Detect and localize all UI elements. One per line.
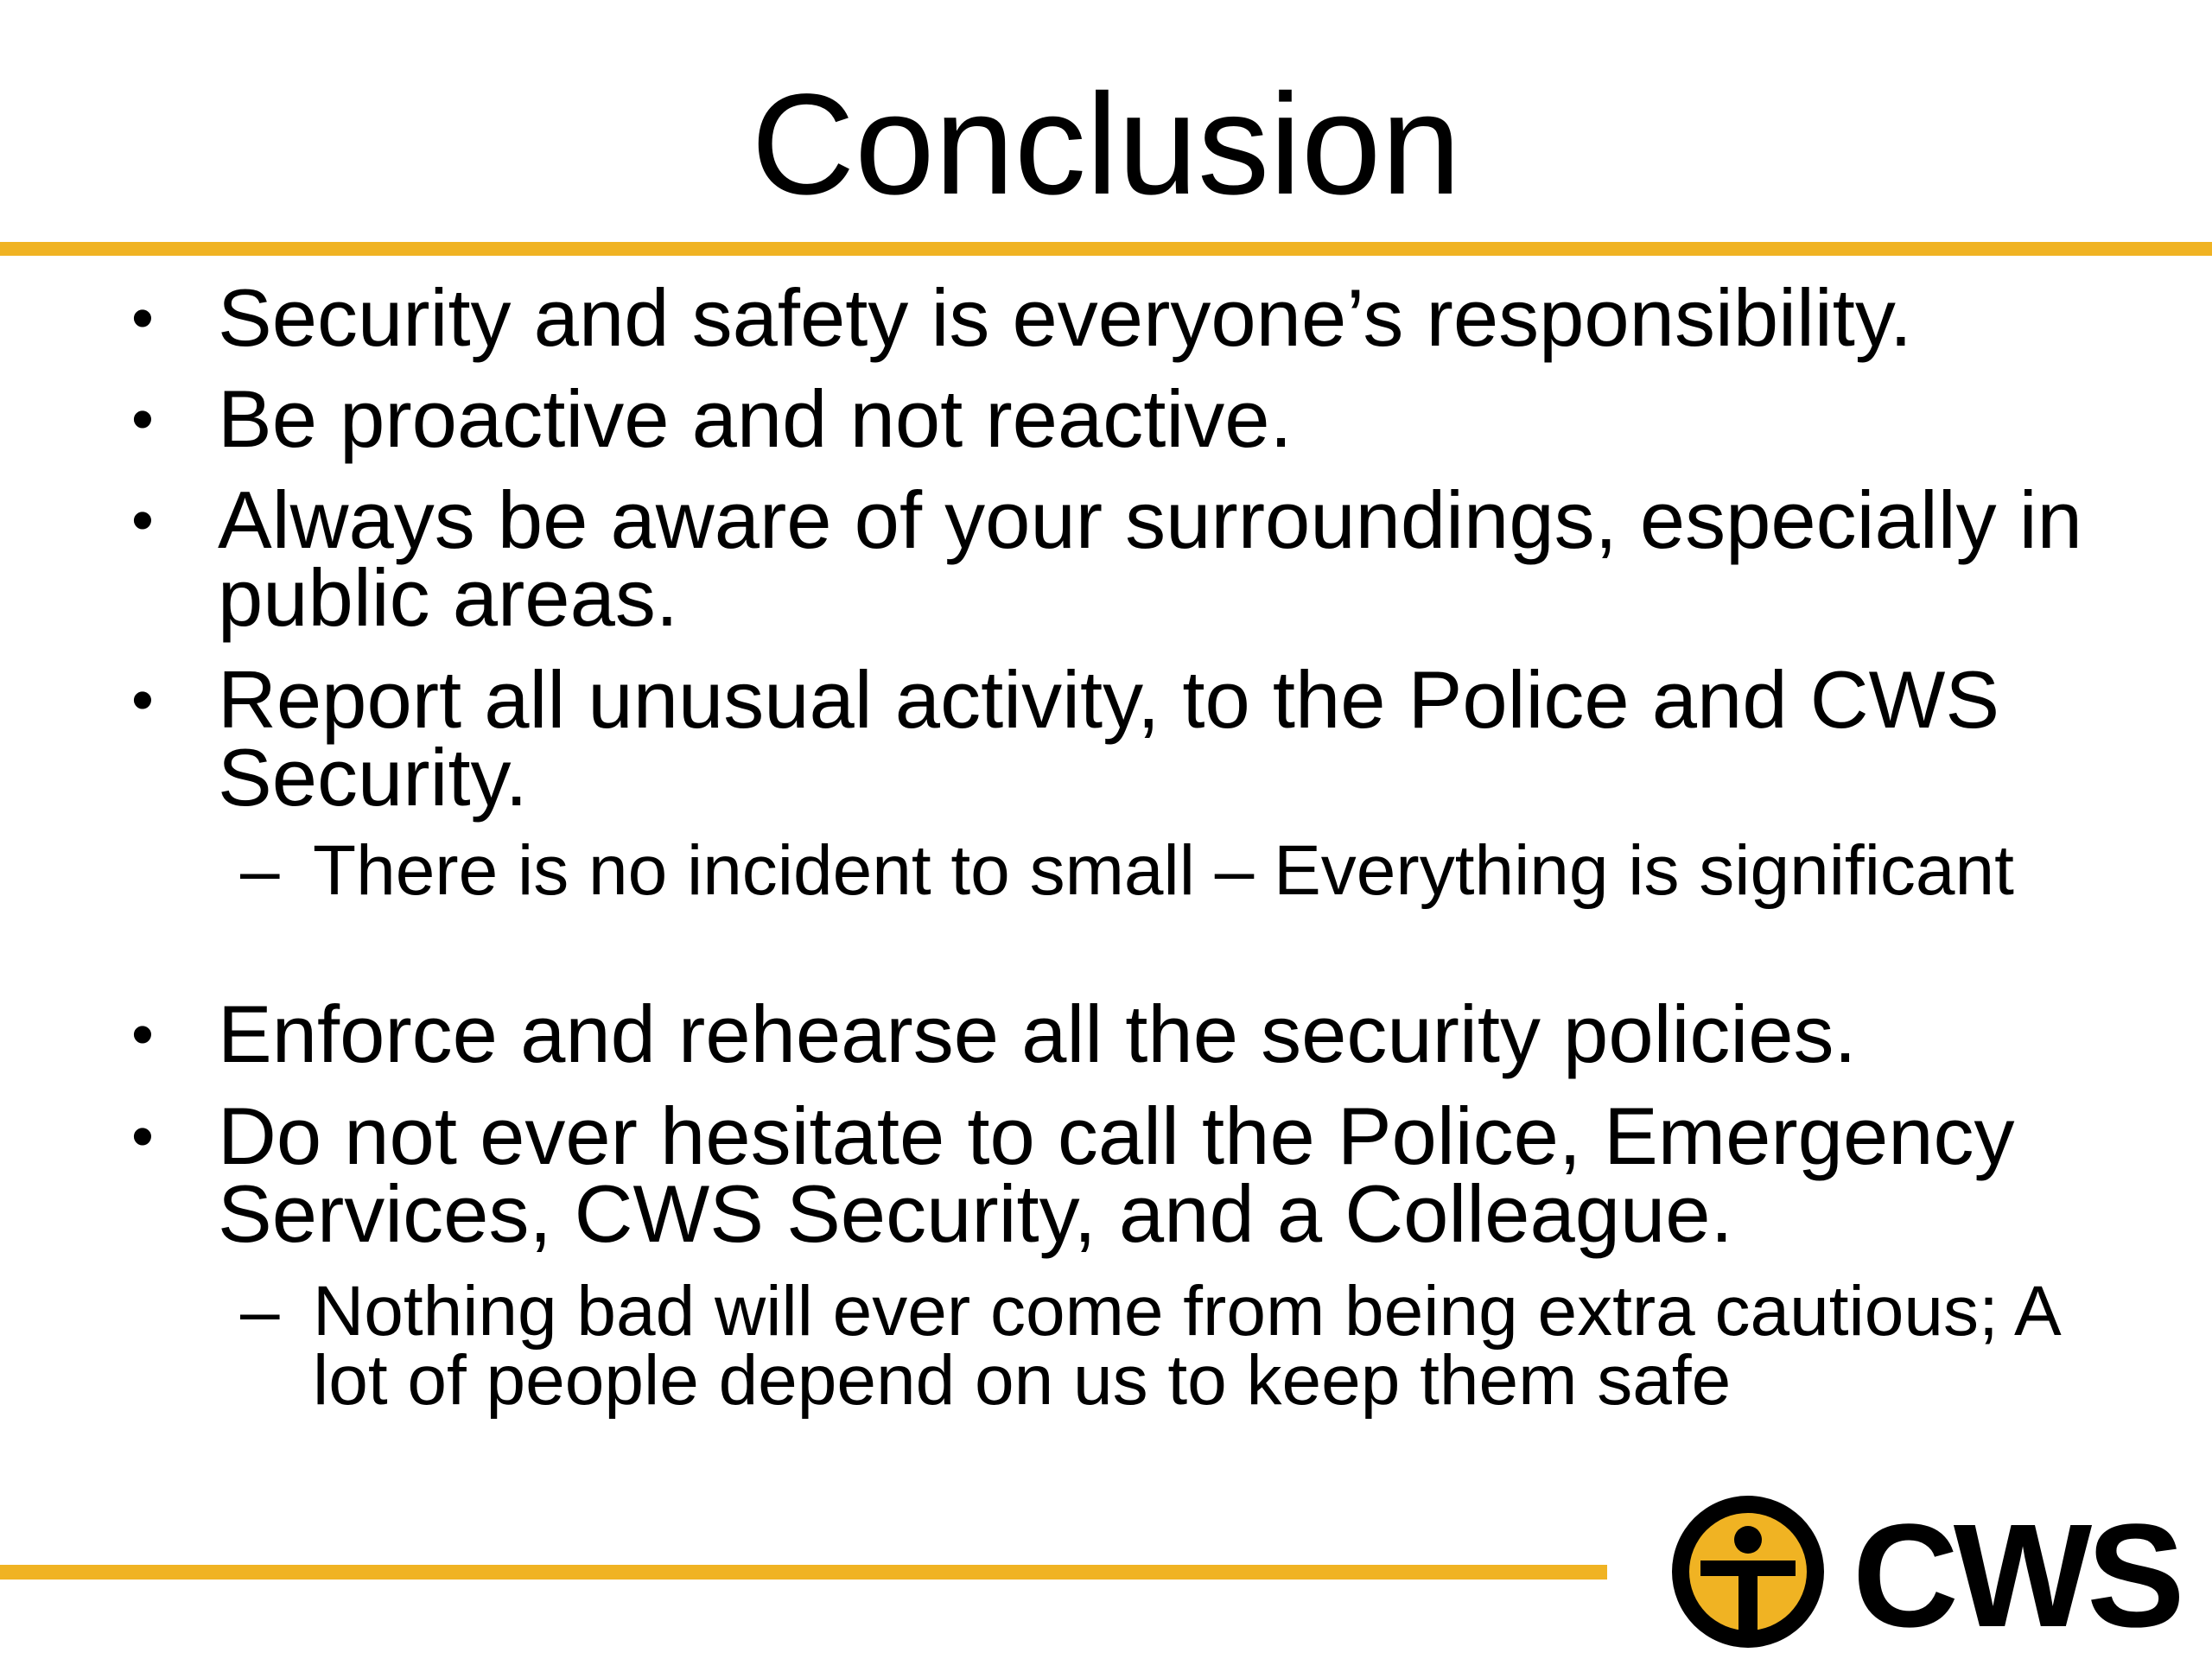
bullet-text: Report all unusual activity, to the Police and CWS Security. [218,654,2000,823]
bullet-marker: • [131,1100,154,1172]
bullet-item [131,474,2093,643]
bullet-marker: • [131,998,154,1070]
bullet-item [131,272,2093,363]
cws-logo-word: CWS [1853,1494,2180,1658]
bullet-text: Do not ever hesitate to call the Police, Emergency Services, CWS Security, and a Colleague. [218,1090,2015,1259]
bullet-marker: • [131,484,154,556]
bullet-text: Be proactive and not reactive. [218,373,1293,464]
bullet-item [131,654,2093,823]
footer-divider [0,1565,1607,1580]
bullet-item [131,988,2093,1079]
bullet-text: Enforce and rehearse all the security policies. [218,988,1857,1079]
sub-bullet-marker: – [240,831,280,910]
sub-bullet-text: Nothing bad will ever come from being extra cautious; A lot of people depend on us to keep them safe [313,1272,2058,1420]
cws-cross-circle-icon [1666,1490,1830,1654]
bullet-marker: • [131,664,154,735]
cws-logo [1666,1494,2184,1658]
bullet-item [131,373,2093,464]
bullet-marker: • [131,383,154,454]
sub-bullet-text: There is no incident to small – Everything is significant [313,831,2014,910]
sub-bullet-item [240,831,2127,910]
bullet-item [131,1090,2093,1259]
slide-title: Conclusion [751,65,1461,225]
sub-bullet-item [240,1272,2127,1420]
bullet-marker: • [131,282,154,353]
sub-bullet-marker: – [240,1272,280,1351]
bullet-text: Always be aware of your surroundings, especially in public areas. [218,474,2082,643]
bullet-text: Security and safety is everyone’s responsibility. [218,272,1913,363]
